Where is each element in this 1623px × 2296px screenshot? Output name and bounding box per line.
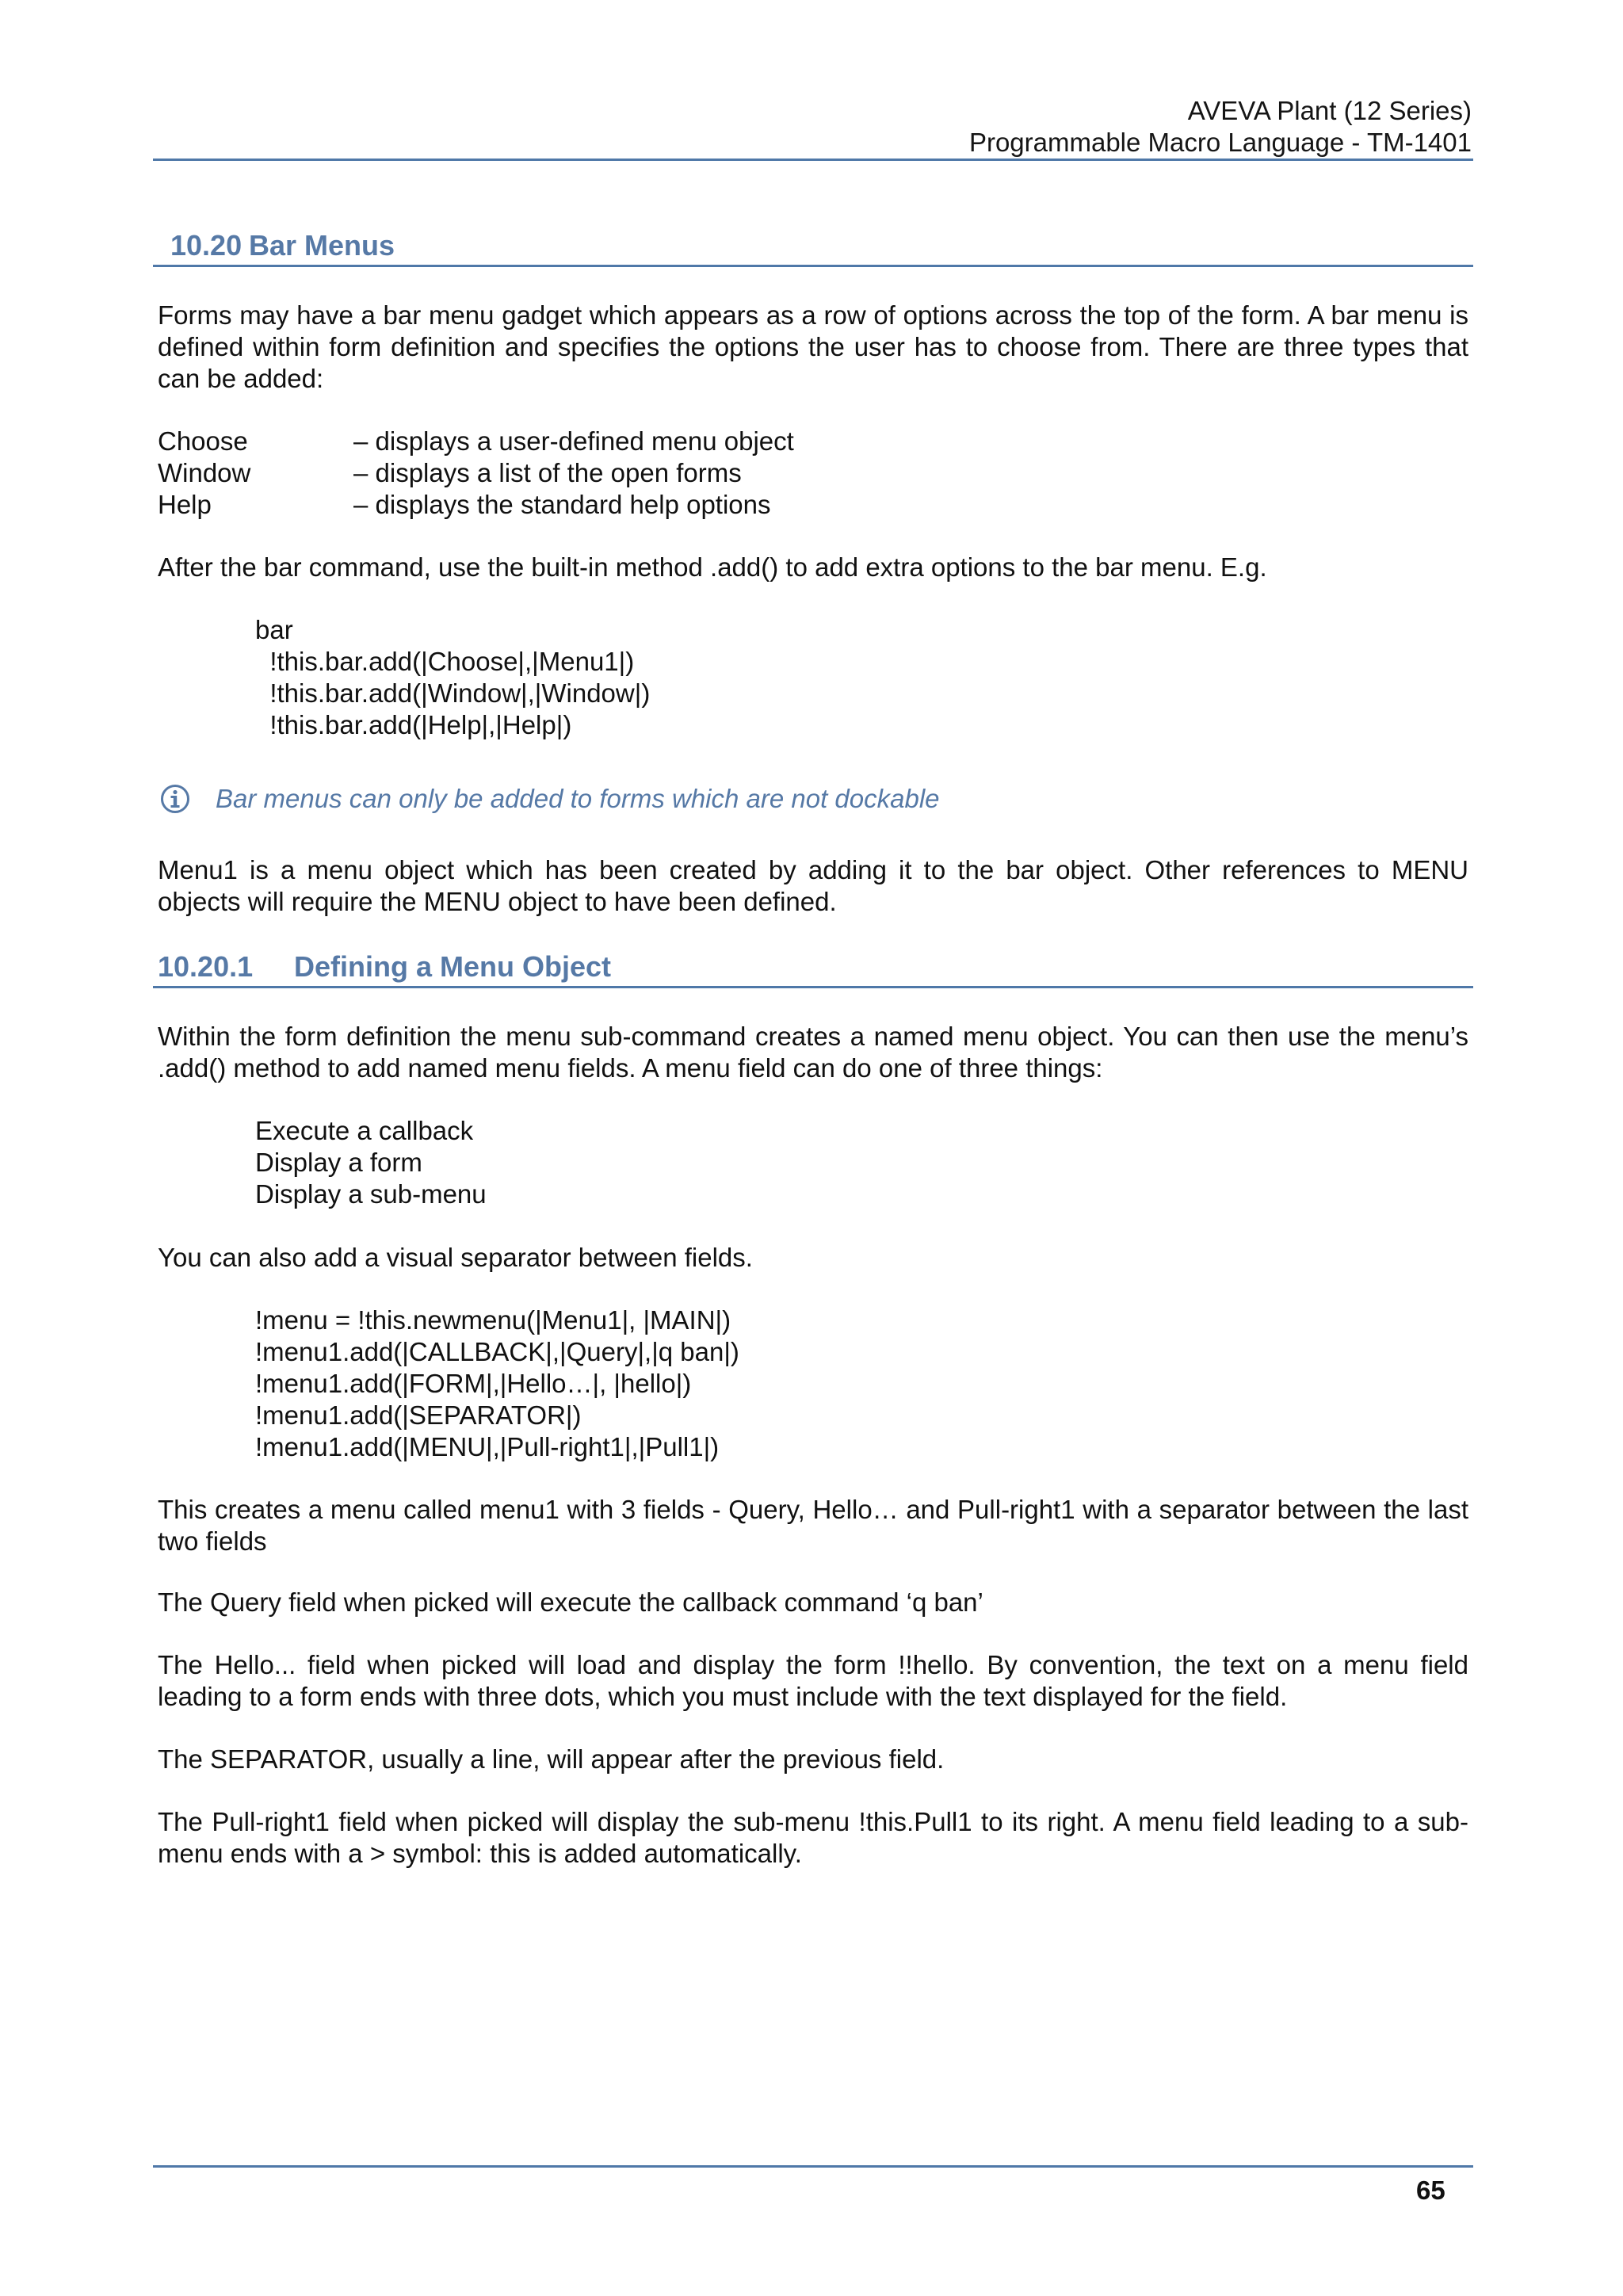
code-line: !this.bar.add(|Choose|,|Menu1|) (255, 647, 635, 676)
footer-rule (153, 2165, 1473, 2168)
type-desc-help: – displays the standard help options (353, 490, 771, 519)
body-paragraph: The SEPARATOR, usually a line, will appear after the previous field. (158, 1744, 945, 1774)
info-icon (160, 784, 190, 814)
code-line: !menu1.add(|MENU|,|Pull-right1|,|Pull1|) (255, 1432, 720, 1461)
subsection-number: 10.20.1 (158, 950, 254, 983)
section-number: 10.20 (170, 229, 242, 262)
code-line: !menu1.add(|SEPARATOR|) (255, 1400, 582, 1430)
section-intro: Forms may have a bar menu gadget which appears as a row of options across the top of the form. A bar menu is defined within form definition and specifies the options the user has to choose from. There are three types that can be added: (158, 300, 1468, 393)
body-paragraph: The Query field when picked will execute the callback command ‘q ban’ (158, 1587, 983, 1617)
type-term-help: Help (158, 490, 212, 519)
code-line: !menu1.add(|FORM|,|Hello…|, |hello|) (255, 1369, 692, 1398)
type-desc-choose: – displays a user-defined menu object (353, 426, 794, 456)
subsection-title: Defining a Menu Object (294, 950, 612, 983)
code-line: !this.bar.add(|Help|,|Help|) (255, 710, 572, 739)
header-rule (153, 159, 1473, 161)
body-paragraph: The Hello... field when picked will load and display the form !!hello. By convention, the text on a menu field leading to a form ends with three dots, which you must include with the text displayed for the field. (158, 1650, 1468, 1711)
action-item: Display a sub-menu (255, 1179, 487, 1209)
after-bar-text: After the bar command, use the built-in method .add() to add extra options to the bar menu. E.g. (158, 552, 1267, 582)
code-line: bar (255, 615, 293, 644)
body-paragraph: This creates a menu called menu1 with 3 fields - Query, Hello… and Pull-right1 with a separator between the last two fields (158, 1495, 1468, 1556)
subsection-rule (153, 986, 1473, 988)
header-title: AVEVA Plant (12 Series) (1187, 96, 1472, 125)
type-term-window: Window (158, 458, 251, 487)
type-term-choose: Choose (158, 426, 248, 456)
menu1-paragraph: Menu1 is a menu object which has been created by adding it to the bar object. Other references to MENU objects will require the MENU object to have been defined. (158, 855, 1468, 916)
section-title: Bar Menus (249, 229, 395, 262)
action-item: Display a form (255, 1148, 422, 1177)
subsection-intro: Within the form definition the menu sub-command creates a named menu object. You can then use the menu’s .add() method to add named menu fields. A menu field can do one of three things: (158, 1022, 1468, 1083)
type-desc-window: – displays a list of the open forms (353, 458, 742, 487)
code-line: !menu = !this.newmenu(|Menu1|, |MAIN|) (255, 1305, 731, 1335)
header-subtitle: Programmable Macro Language - TM-1401 (968, 128, 1472, 157)
separator-paragraph: You can also add a visual separator between fields. (158, 1243, 753, 1272)
note-text: Bar menus can only be added to forms which are not dockable (216, 784, 940, 813)
action-item: Execute a callback (255, 1116, 474, 1145)
code-line: !this.bar.add(|Window|,|Window|) (255, 678, 651, 708)
code-line: !menu1.add(|CALLBACK|,|Query|,|q ban|) (255, 1337, 739, 1366)
section-rule (153, 265, 1473, 267)
page-number: 65 (1416, 2176, 1445, 2205)
body-paragraph: The Pull-right1 field when picked will display the sub-menu !this.Pull1 to its right. A menu field leading to a sub-menu ends with a > symbol: this is added automatically. (158, 1807, 1468, 1868)
